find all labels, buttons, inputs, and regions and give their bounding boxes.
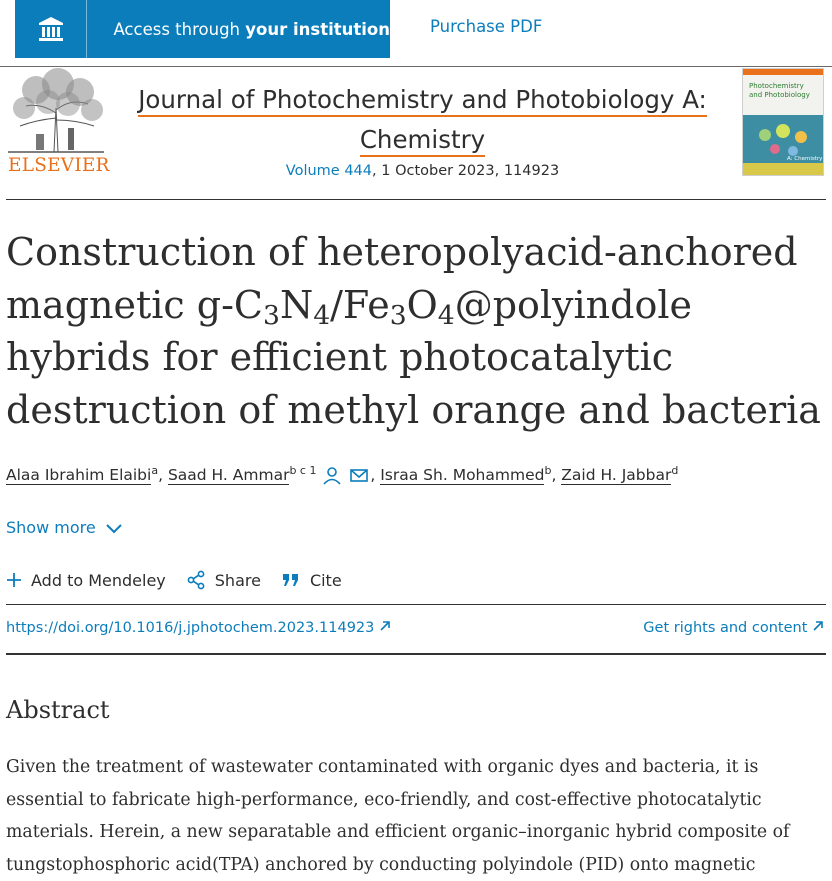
article-actions <box>6 570 362 590</box>
email-icon[interactable] <box>348 466 370 484</box>
abstract-heading: Abstract <box>6 696 110 724</box>
affiliation-marker[interactable]: b c 1 <box>289 464 317 477</box>
volume-info: Volume 444, 1 October 2023, 114923 <box>285 163 560 179</box>
journal-cover[interactable] <box>742 68 824 176</box>
affiliation-marker[interactable]: b <box>544 464 552 477</box>
abstract-text: Given the treatment of wastewater contaminated with organic dyes and bacteria, it is essential to fabricate high-performance, eco-friendly, and cost-effective photocatalytic materials. Herein, a new separatable and efficient organic–inorganic hybrid composite of tungstophosphoric acid(TPA) anchored by conducting polyindole (PID) onto magnetic <box>6 757 790 875</box>
access-institution-button[interactable] <box>15 0 390 58</box>
top-bar <box>0 0 832 67</box>
affiliation-marker[interactable]: a <box>151 464 159 477</box>
share-icon <box>186 570 206 590</box>
article-title: Construction of heteropolyacid-anchored magnetic $g-C_3N_4/Fe_3O_4@polyindole$ hybrids for efficient photocatalytic destruction of methyl orange and bacteria <box>6 230 821 432</box>
institution-icon <box>15 0 87 58</box>
quote-icon <box>281 572 301 588</box>
doi-divider <box>6 653 826 655</box>
share-button[interactable]: Share <box>186 570 261 590</box>
add-to-mendeley-button[interactable]: Add to Mendeley <box>6 571 166 590</box>
author-link[interactable]: Zaid H. Jabbar <box>561 466 672 484</box>
cite-button[interactable]: Cite <box>281 571 342 590</box>
purchase-pdf-link[interactable]: Purchase PDF <box>430 17 543 36</box>
author-link[interactable]: Saad H. Ammar <box>167 466 290 484</box>
external-link-icon <box>379 620 391 632</box>
cover-title-line1: Photochemistry <box>749 82 804 90</box>
cover-label: A: Chemistry <box>787 156 823 162</box>
journal-title[interactable]: Journal of Photochemistry and Photobiology A: Chemistry <box>110 80 735 160</box>
affiliation-marker[interactable]: d <box>671 464 679 477</box>
elsevier-wordmark: ELSEVIER <box>8 155 110 176</box>
doi-link[interactable]: https://doi.org/10.1016/j.jphotochem.2023.114923 <box>6 620 391 636</box>
access-institution-label: Access through your institution <box>113 19 390 39</box>
person-icon[interactable] <box>321 466 343 484</box>
author-list: Alaa Ibrahim Elaibi$^a$, Saad H. Ammar$^{b c 1}$ , Israa Sh. Mohammed$^b$, Zaid H. Jabbar$^d$ <box>6 464 679 484</box>
rights-link[interactable]: Get rights and content <box>643 620 824 636</box>
author-link[interactable]: Israa Sh. Mohammed <box>380 466 545 484</box>
chevron-down-icon <box>106 522 122 534</box>
volume-link[interactable]: Volume 444 <box>285 163 373 179</box>
external-link-icon <box>812 620 824 632</box>
actions-divider <box>6 604 826 605</box>
plus-icon <box>6 572 22 588</box>
header-divider <box>6 199 826 200</box>
show-more-label: Show more <box>6 518 96 537</box>
cover-title-line2: and Photobiology <box>749 91 810 99</box>
show-more-button[interactable] <box>6 518 122 537</box>
author-link[interactable]: Alaa Ibrahim Elaibi <box>6 466 152 484</box>
